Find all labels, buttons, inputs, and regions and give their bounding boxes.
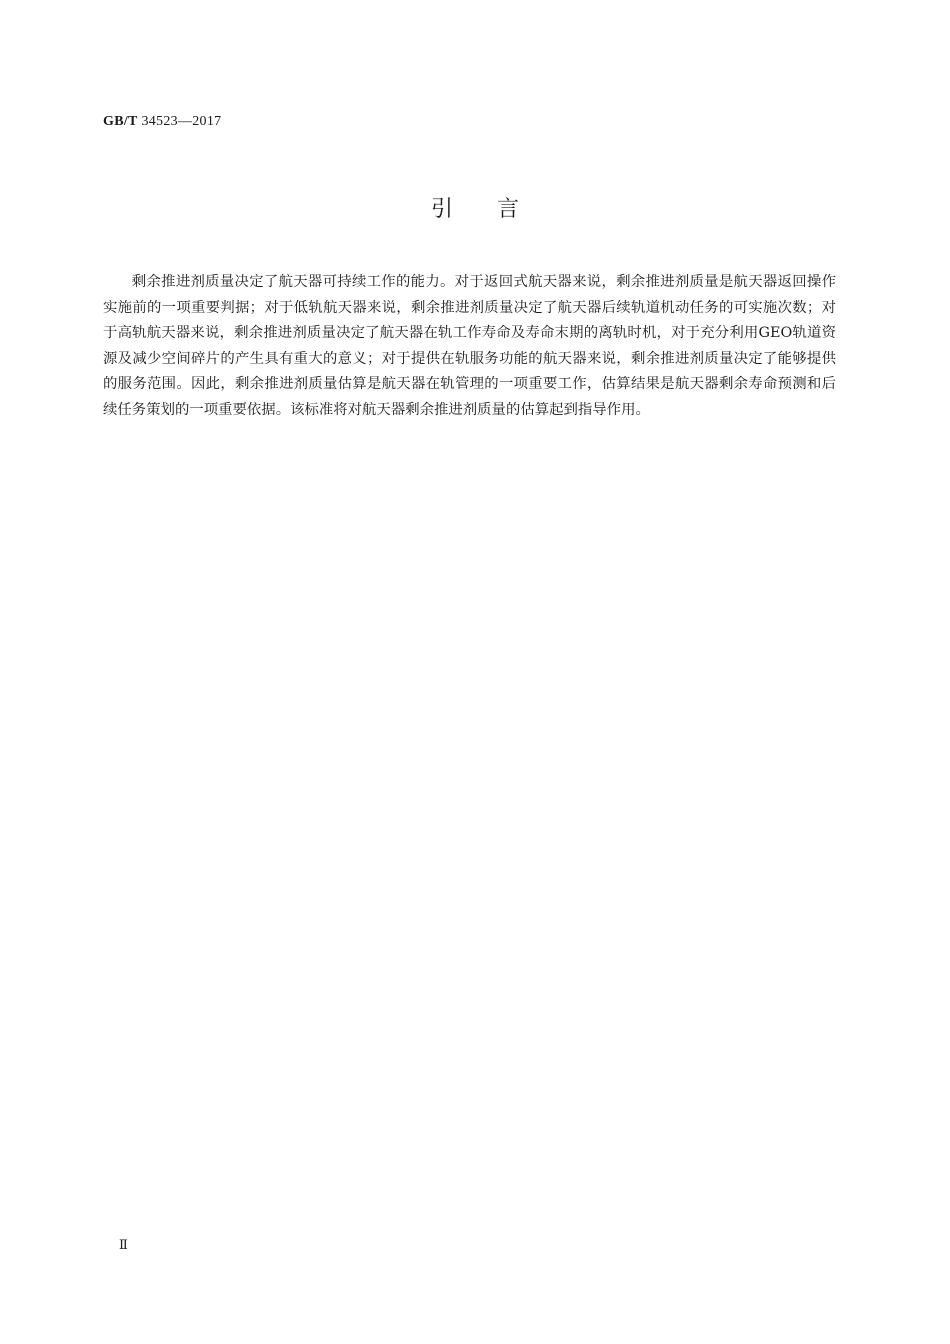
- standard-prefix: GB/T: [103, 114, 138, 129]
- standard-code: [103, 114, 221, 130]
- page-title: 引言: [430, 197, 563, 222]
- page-number: Ⅱ: [119, 1237, 128, 1252]
- introduction-paragraph: 剩余推进剂质量决定了航天器可持续工作的能力。对于返回式航天器来说，剩余推进剂质量是航天器返回操作实施前的一项重要判据；对于低轨航天器来说，剩余推进剂质量决定了航天器后续轨道机动任务的可实施次数；对于高轨航天器来说，剩余推进剂质量决定了航天器在轨工作寿命及寿命末期的离轨时机，对于充分利用GEO轨道资源及减少空间碎片的产生具有重大的意义；对于提供在轨服务功能的航天器来说，剩余推进剂质量决定了能够提供的服务范围。因此，剩余推进剂质量估算是航天器在轨管理的一项重要工作，估算结果是航天器剩余寿命预测和后续任务策划的一项重要依据。该标准将对航天器剩余推进剂质量的估算起到指导作用。: [103, 274, 836, 418]
- standard-number: 34523—2017: [137, 114, 222, 129]
